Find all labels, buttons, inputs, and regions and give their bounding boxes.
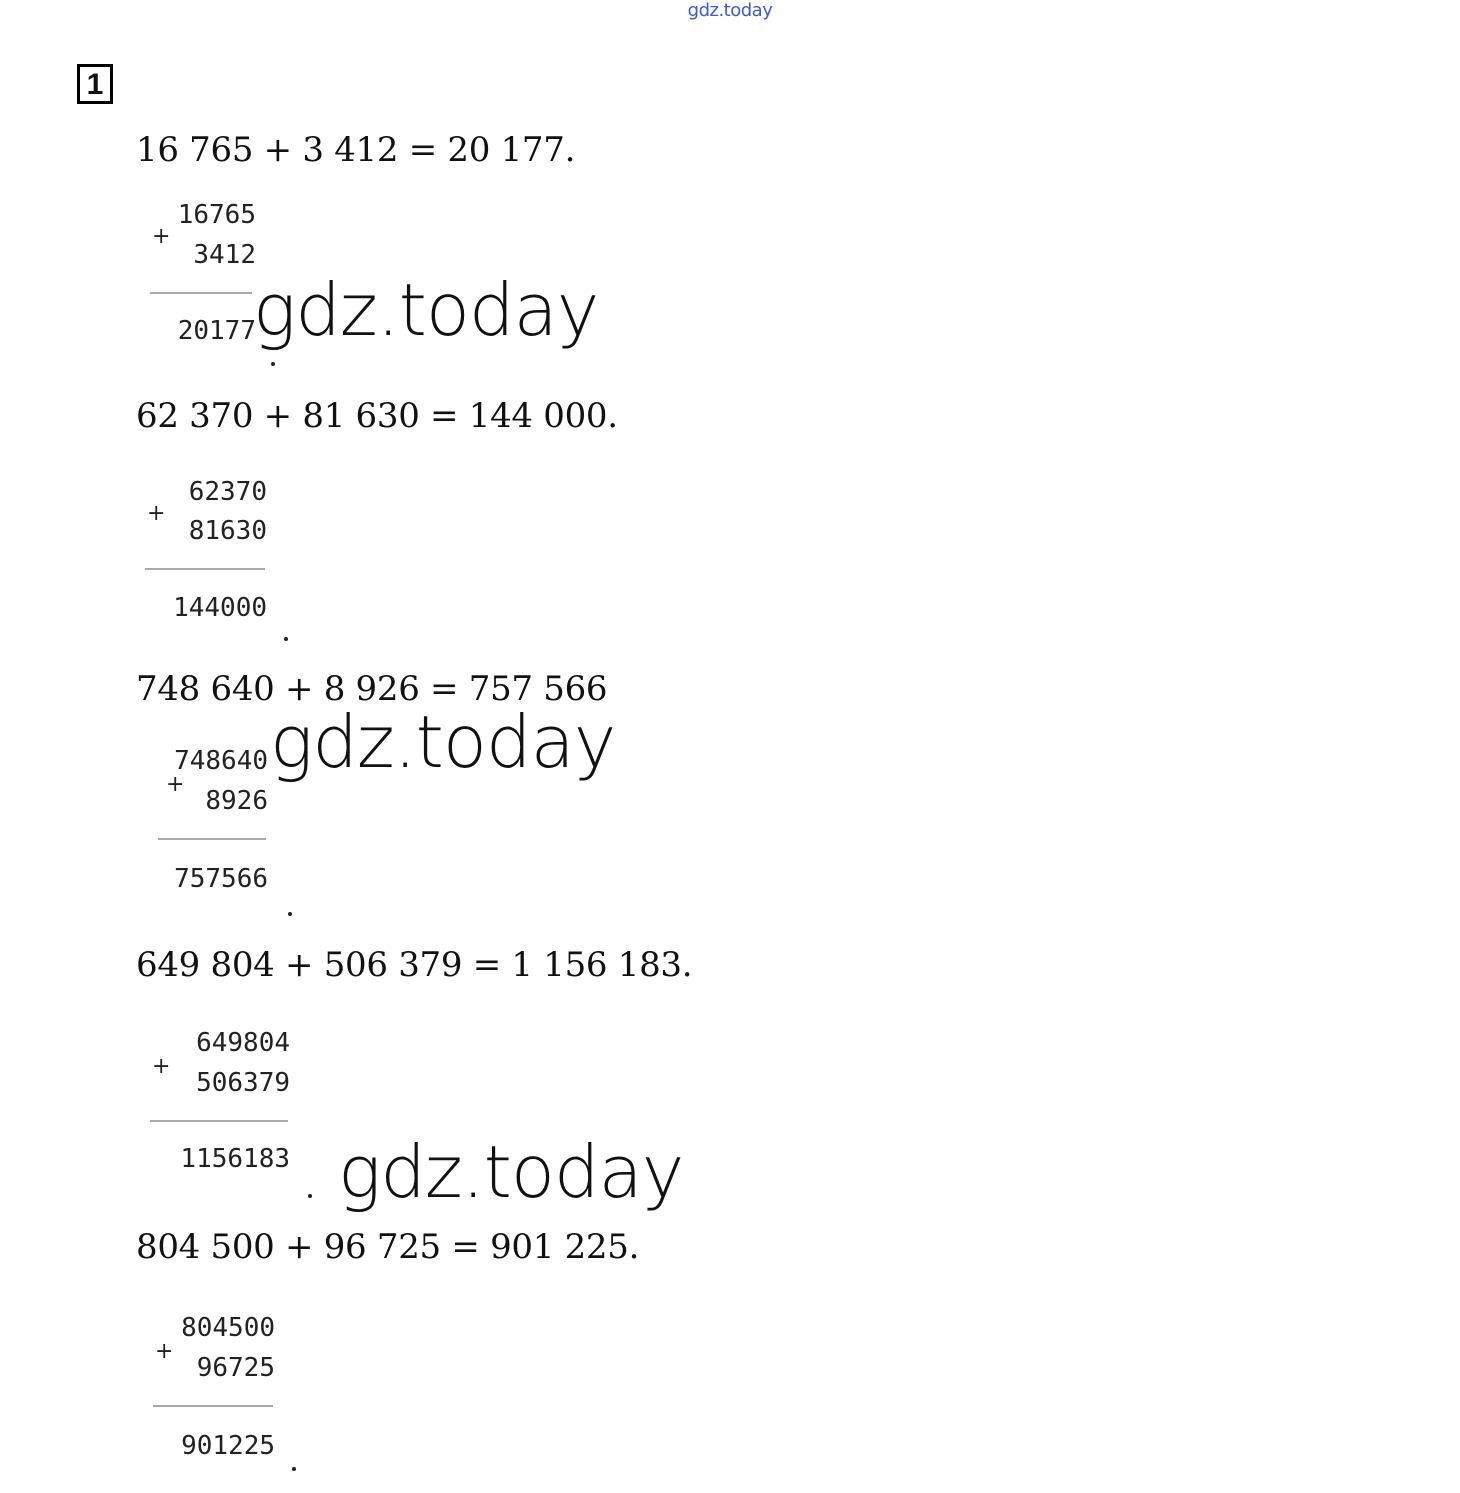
header-watermark: gdz.today (687, 0, 773, 21)
task-number-box: 1 (77, 64, 113, 104)
addend-2: 506379 (196, 1068, 290, 1098)
addend-1: 649804 (196, 1028, 290, 1058)
period-dot (292, 1467, 296, 1471)
sum-result: 901225 (181, 1431, 275, 1461)
addend-2: 96725 (196, 1353, 275, 1383)
sum-result: 757566 (174, 864, 268, 894)
sum-result: 20177 (177, 316, 256, 346)
sum-rule (153, 1405, 273, 1407)
period-dot (288, 912, 292, 916)
column-addition-1 (148, 196, 256, 366)
sum-result: 144000 (173, 593, 267, 623)
period-dot (284, 637, 288, 641)
sum-rule (145, 568, 265, 570)
plus-sign: + (147, 501, 166, 526)
plus-sign: + (152, 224, 171, 249)
sum-rule (158, 838, 266, 840)
period-dot (271, 362, 275, 366)
period-dot (308, 1194, 312, 1198)
equation-3: 748 640 + 8 926 = 757 566 (136, 669, 608, 709)
addend-1: 748640 (174, 746, 268, 776)
watermark-1: gdz.today (253, 268, 599, 352)
watermark-3: gdz.today (338, 1130, 684, 1214)
addend-2: 3412 (193, 240, 256, 270)
addend-2: 81630 (188, 516, 267, 546)
plus-sign: + (166, 772, 185, 797)
column-addition-3 (156, 742, 268, 922)
column-addition-4 (150, 1024, 290, 1199)
column-addition-5 (153, 1309, 275, 1484)
column-addition-2 (145, 473, 267, 643)
plus-sign: + (152, 1054, 171, 1079)
addend-2: 8926 (205, 786, 268, 816)
sum-result: 1156183 (180, 1144, 290, 1174)
equation-4: 649 804 + 506 379 = 1 156 183. (136, 945, 693, 985)
sum-rule (150, 292, 252, 294)
equation-5: 804 500 + 96 725 = 901 225. (136, 1227, 640, 1267)
equation-1: 16 765 + 3 412 = 20 177. (136, 130, 576, 170)
addend-1: 804500 (181, 1313, 275, 1343)
addend-1: 62370 (188, 477, 267, 507)
equation-2: 62 370 + 81 630 = 144 000. (136, 396, 618, 436)
addend-1: 16765 (177, 200, 256, 230)
sum-rule (150, 1120, 288, 1122)
plus-sign: + (155, 1339, 174, 1364)
watermark-2: gdz.today (270, 700, 616, 784)
